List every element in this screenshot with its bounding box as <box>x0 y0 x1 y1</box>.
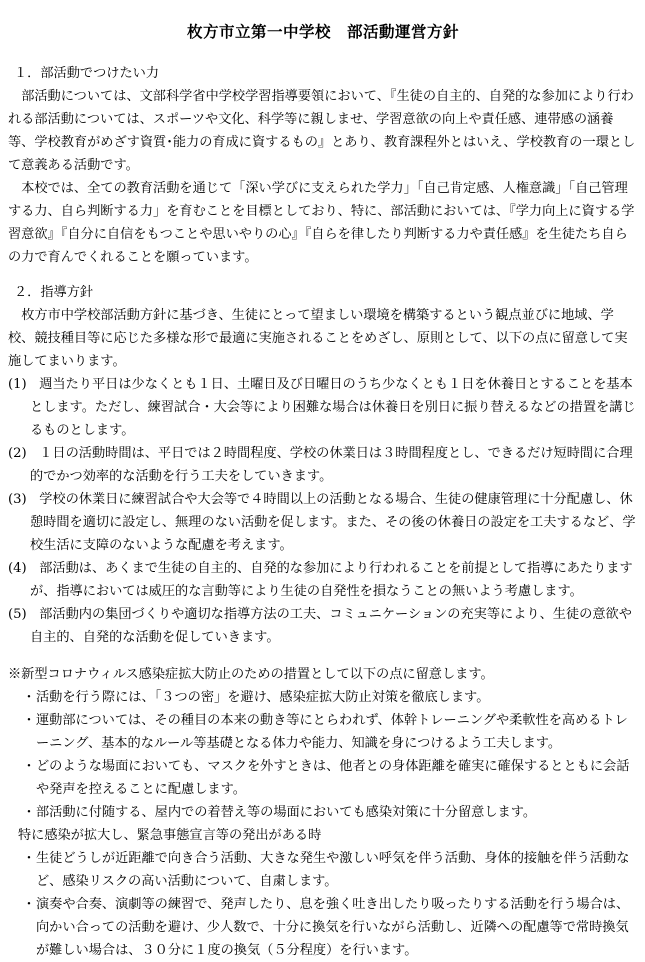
bullet-mark: ・ <box>22 713 36 728</box>
covid-list <box>22 686 638 824</box>
item-number: (5) <box>8 607 27 622</box>
section-abilities <box>8 62 638 269</box>
section-policy <box>8 281 638 649</box>
page-title: 枚方市立第一中学校 部活動運営方針 <box>186 22 459 41</box>
item-text: 週当たり平日は少なくとも１日、土曜日及び日曜日のうち少なくとも１日を休養日とすることを基本とします。ただし、練習試合・大会等により困難な場合は休養日を別日に振り替えるなどの措置を講じるものとします。 <box>30 377 636 438</box>
list-item <box>8 373 638 442</box>
item-text: 生徒どうしが近距離で向き合う活動、大きな発生や激しい呼気を伴う活動、身体的接触を伴う活動など、感染リスクの高い活動について、自粛します。 <box>36 851 630 889</box>
item-text: 活動を行う際には、「３つの密」を避け、感染症拡大防止対策を徹底します。 <box>36 690 490 705</box>
list-item <box>8 442 638 488</box>
section-covid <box>8 663 638 962</box>
list-item <box>8 557 638 603</box>
policy-list <box>8 373 638 649</box>
emergency-list <box>22 847 638 962</box>
bullet-mark: ・ <box>22 759 36 774</box>
item-text: 運動部については、その種目の本来の動き等にとらわれず、体幹トレーニングや柔軟性を高めるトレーニング、基本的なルール等基礎となる体力や能力、知識を身につけるよう工夫します。 <box>36 713 628 751</box>
list-item <box>8 603 638 649</box>
item-number: (3) <box>8 492 27 507</box>
document <box>8 12 638 962</box>
list-item <box>22 709 638 755</box>
item-text: 部活動内の集団づくりや適切な指導方法の工夫、コミュニケーションの充実等により、生徒の意欲や自主的、自発的な活動を促していきます。 <box>30 607 632 645</box>
emergency-subheading: 特に感染が拡大し、緊急事態宣言等の発出がある時 <box>18 828 322 843</box>
bullet-mark: ・ <box>22 690 36 705</box>
item-text: どのような場面においても、マスクを外すときは、他者との身体距離を確実に確保するとともに会話や発声を控えることに配慮します。 <box>36 759 630 797</box>
section-heading: ２．指導方針 <box>14 285 94 300</box>
paragraph: 部活動については、文部科学省中学校学習指導要領において、『生徒の自主的、自発的な参加により行われる部活動については、スポーツや文化、科学等に親しませ、学習意欲の向上や責任感、連帯感の涵養等、学校教育がめざす資質･能力の育成に資するもの』とあり、教育課程外とはいえ、学校教育の一環として意義ある活動です。 <box>8 89 636 173</box>
list-item <box>22 686 638 709</box>
item-number: (2) <box>8 446 27 461</box>
item-text: １日の活動時間は、平日では２時間程度、学校の休業日は３時間程度とし、できるだけ短時間に合理的でかつ効率的な活動を行う工夫をしていきます。 <box>30 446 633 484</box>
item-text: 演奏や合奏、演劇等の練習で、発声したり、息を強く吐き出したり吸ったりする活動を行う場合は、向かい合っての活動を避け、少人数で、十分に換気を行いながら活動し、近隣への配慮等で常時換気が難しい場合は、３０分に１度の換気（５分程度）を行います。 <box>36 897 630 958</box>
note-heading: ※新型コロナウィルス感染症拡大防止のための措置として以下の点に留意します。 <box>8 667 494 682</box>
list-item <box>8 488 638 557</box>
item-text: 学校の休業日に練習試合や大会等で４時間以上の活動となる場合、生徒の健康管理に十分配慮し、休憩時間を適切に設定し、無理のない活動を促します。また、その後の休養日の設定を工夫するなど、学校生活に支障のないような配慮を考えます。 <box>30 492 636 553</box>
list-item <box>22 801 638 824</box>
item-text: 部活動は、あくまで生徒の自主的、自発的な参加により行われることを前提として指導にあたりますが、指導においては威圧的な言動等により生徒の自発性を損なうことの無いよう考慮します。 <box>30 561 633 599</box>
bullet-mark: ・ <box>22 805 36 820</box>
item-text: 部活動に付随する、屋内での着替え等の場面においても感染対策に十分留意します。 <box>36 805 537 820</box>
paragraph: 枚方市中学校部活動方針に基づき、生徒にとって望ましい環境を構築するという観点並びに地域、学校、競技種目等に応じた多様な形で最適に実施されることをめざし、原則として、以下の点に留意して実施してまいります。 <box>8 308 628 369</box>
bullet-mark: ・ <box>22 851 36 866</box>
paragraph: 本校では、全ての教育活動を通じて「深い学びに支えられた学力」「自己肯定感、人権意識」「自己管理する力、自ら判断する力」を育むことを目標としており、特に、部活動においては、『学力向上に資する学習意欲』『自分に自信をもつことや思いやりの心』『自らを律したり判断する力や責任感』を生徒たち自らの力で育んでくれることを願っています。 <box>8 181 635 265</box>
list-item <box>22 893 638 962</box>
list-item <box>22 847 638 893</box>
item-number: (1) <box>8 377 27 392</box>
item-number: (4) <box>8 561 27 576</box>
section-heading: １．部活動でつけたい力 <box>14 66 160 81</box>
list-item <box>22 755 638 801</box>
bullet-mark: ・ <box>22 897 36 912</box>
